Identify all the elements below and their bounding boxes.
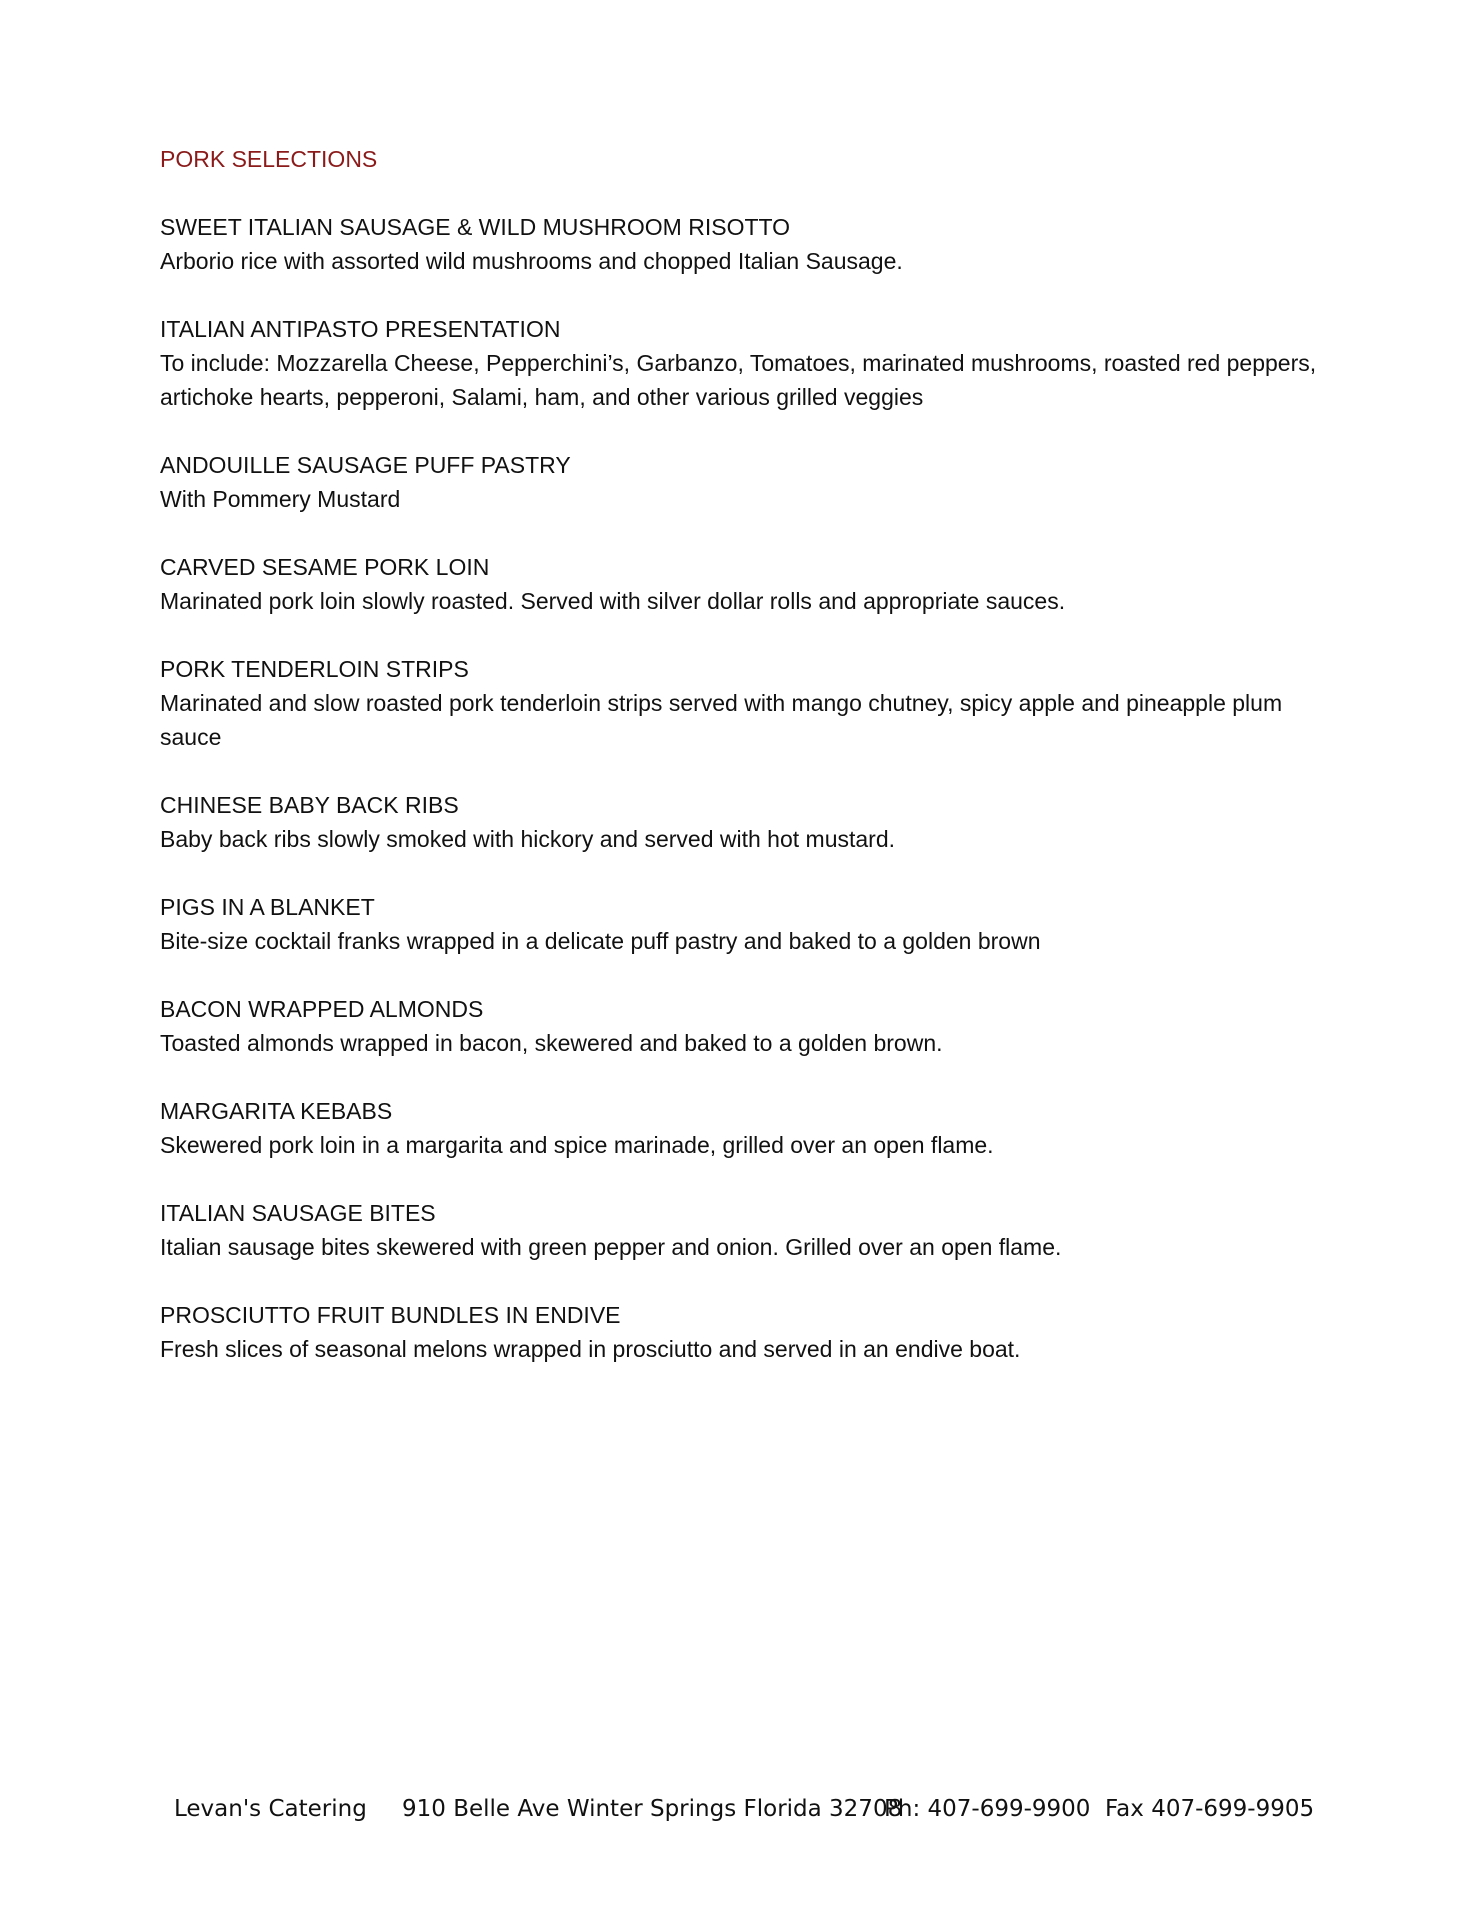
item-title: CARVED SESAME PORK LOIN	[160, 554, 490, 580]
item-description: Italian sausage bites skewered with green pepper and onion. Grilled over an open flame.	[160, 1234, 1062, 1260]
item-description: Toasted almonds wrapped in bacon, skewered and baked to a golden brown.	[160, 1030, 943, 1056]
footer-address: 910 Belle Ave Winter Springs Florida 32708	[402, 1796, 903, 1822]
menu-item	[160, 1094, 1330, 1162]
item-title: PORK TENDERLOIN STRIPS	[160, 656, 469, 682]
menu-item	[160, 312, 1330, 414]
item-description: Bite-size cocktail franks wrapped in a delicate puff pastry and baked to a golden brown	[160, 928, 1041, 954]
item-title: ITALIAN ANTIPASTO PRESENTATION	[160, 316, 561, 342]
menu-page	[160, 142, 1330, 1400]
section-heading: PORK SELECTIONS	[160, 146, 378, 172]
item-description: Marinated and slow roasted pork tenderloin strips served with mango chutney, spicy apple and pineapple plum sauce	[160, 690, 1283, 750]
menu-item	[160, 788, 1330, 856]
item-title: PROSCIUTTO FRUIT BUNDLES IN ENDIVE	[160, 1302, 621, 1328]
item-description: Marinated pork loin slowly roasted. Served with silver dollar rolls and appropriate sauces.	[160, 588, 1066, 614]
item-description: Skewered pork loin in a margarita and spice marinade, grilled over an open flame.	[160, 1132, 994, 1158]
item-title: MARGARITA KEBABS	[160, 1098, 393, 1124]
item-description: To include: Mozzarella Cheese, Pepperchini’s, Garbanzo, Tomatoes, marinated mushrooms, roasted red peppers, artichoke hearts, pepperoni, Salami, ham, and other various grilled veggies	[160, 350, 1317, 410]
menu-item	[160, 992, 1330, 1060]
menu-item	[160, 890, 1330, 958]
item-description: Baby back ribs slowly smoked with hickory and served with hot mustard.	[160, 826, 896, 852]
menu-item	[160, 448, 1330, 516]
menu-item	[160, 1196, 1330, 1264]
item-title: ANDOUILLE SAUSAGE PUFF PASTRY	[160, 452, 571, 478]
item-title: CHINESE BABY BACK RIBS	[160, 792, 459, 818]
footer-company-name: Levan's Catering	[174, 1796, 367, 1822]
item-description: Arborio rice with assorted wild mushrooms and chopped Italian Sausage.	[160, 248, 903, 274]
item-description: With Pommery Mustard	[160, 486, 401, 512]
item-title: BACON WRAPPED ALMONDS	[160, 996, 484, 1022]
footer-contact: Ph: 407-699-9900 Fax 407-699-9905	[884, 1796, 1315, 1822]
item-description: Fresh slices of seasonal melons wrapped in prosciutto and served in an endive boat.	[160, 1336, 1021, 1362]
menu-item	[160, 210, 1330, 278]
page-footer	[174, 1792, 1324, 1826]
item-title: PIGS IN A BLANKET	[160, 894, 375, 920]
menu-item	[160, 550, 1330, 618]
item-title: ITALIAN SAUSAGE BITES	[160, 1200, 436, 1226]
menu-item	[160, 652, 1330, 754]
item-title: SWEET ITALIAN SAUSAGE & WILD MUSHROOM RISOTTO	[160, 214, 791, 240]
menu-item	[160, 1298, 1330, 1366]
